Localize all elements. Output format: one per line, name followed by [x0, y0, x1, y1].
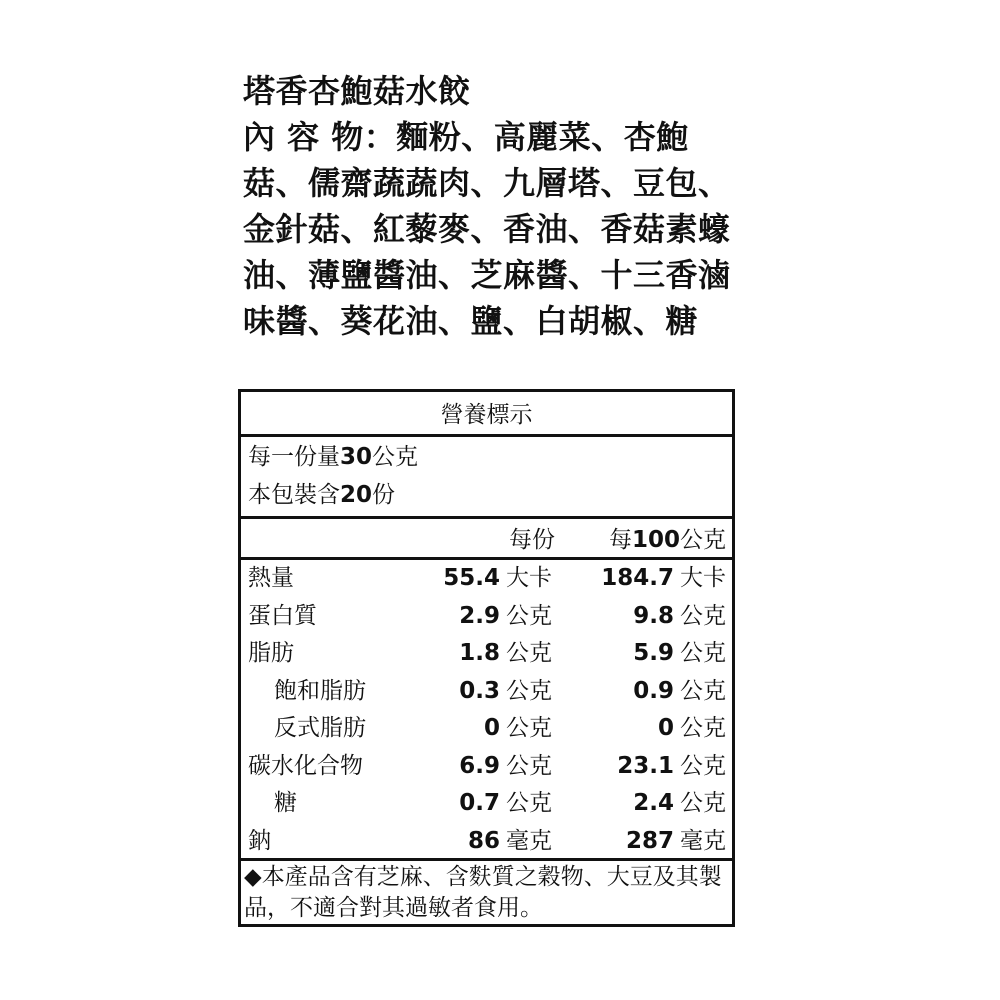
unit: 公克	[506, 752, 552, 779]
number: 0	[657, 715, 674, 741]
unit: 公克	[680, 752, 726, 779]
unit: 公克	[680, 677, 726, 704]
per-serving-value	[459, 635, 552, 672]
number: 1.8	[459, 640, 500, 666]
nutrient-label: 蛋白質	[248, 602, 317, 629]
number: 2.9	[459, 602, 500, 629]
ingredients-list	[243, 114, 738, 344]
nutrient-label: 鈉	[248, 827, 271, 854]
per-100g-value	[633, 598, 726, 635]
unit: 公克	[506, 790, 552, 816]
per-100g-value	[633, 673, 726, 710]
number: 184.7	[601, 565, 674, 591]
number: 86	[467, 827, 500, 854]
unit: 大卡	[680, 565, 726, 591]
number: 9.8	[633, 602, 674, 629]
nutrient-row-sodium	[241, 823, 732, 861]
ingredients-label: 內 容 物：	[243, 118, 397, 156]
nutrient-row-sugar	[241, 785, 732, 823]
nutrient-row-saturated-fat	[241, 673, 732, 711]
servings-unit: 份	[372, 482, 396, 508]
number: 0.3	[459, 677, 500, 704]
nutrient-label: 脂肪	[248, 640, 294, 666]
nutrition-title: 營養標示	[241, 392, 732, 437]
unit: 公克	[680, 790, 726, 816]
per-100-prefix: 每	[608, 527, 632, 553]
per-100g-value	[658, 710, 726, 747]
product-info	[243, 68, 738, 344]
number: 23.1	[617, 752, 674, 779]
per-100g-value	[633, 785, 726, 822]
per-serving-value	[459, 673, 552, 710]
number: 287	[625, 827, 674, 854]
serving-size-value: 30	[340, 444, 373, 470]
unit: 毫克	[506, 827, 552, 854]
per-100-value: 100	[631, 527, 680, 553]
servings-label: 本包裝含	[248, 482, 340, 508]
servings-per-package	[248, 477, 395, 513]
number: 5.9	[633, 640, 674, 666]
nutrient-label: 熱量	[248, 565, 294, 591]
column-header-row	[241, 519, 732, 560]
unit: 公克	[680, 640, 726, 666]
number: 0	[483, 715, 500, 741]
nutrient-row-fat	[241, 635, 732, 673]
per-serving-value	[468, 823, 552, 860]
per-serving-value	[459, 785, 552, 822]
per-100g-value	[617, 748, 726, 785]
nutrient-label: 碳水化合物	[248, 752, 363, 779]
per-serving-value	[459, 598, 552, 635]
per-100g-value	[626, 823, 726, 860]
unit: 公克	[506, 602, 552, 629]
nutrient-row-protein	[241, 598, 732, 636]
unit: 大卡	[506, 565, 552, 591]
serving-info	[241, 437, 732, 519]
per-serving-value	[443, 560, 552, 597]
number: 0.9	[633, 677, 674, 704]
nutrient-label: 糖	[274, 790, 297, 816]
nutrient-row-energy	[241, 560, 732, 598]
number: 55.4	[443, 565, 500, 591]
unit: 公克	[506, 715, 552, 741]
column-header-per-serving: 每份	[509, 527, 555, 553]
ingredients-value: 麵粉、高麗菜、杏鮑菇、儒齋蔬蔬肉、九層塔、豆包、金針菇、紅藜麥、香油、香菇素蠔油、薄鹽醬油、芝麻醬、十三香滷味醬、葵花油、鹽、白胡椒、糖	[243, 118, 731, 340]
unit: 公克	[680, 715, 726, 741]
unit: 公克	[506, 640, 552, 666]
per-serving-value	[459, 748, 552, 785]
column-header-per-100g	[609, 519, 726, 561]
unit: 毫克	[680, 827, 726, 854]
unit: 公克	[506, 677, 552, 704]
nutrient-row-trans-fat	[241, 710, 732, 748]
nutrient-label: 反式脂肪	[274, 715, 366, 741]
number: 2.4	[633, 790, 674, 816]
per-100g-value	[633, 635, 726, 672]
per-serving-value	[484, 710, 552, 747]
serving-size-label: 每一份量	[248, 444, 340, 470]
nutrient-row-carbohydrate	[241, 748, 732, 786]
nutrition-facts-table	[238, 389, 735, 927]
nutrient-label: 飽和脂肪	[274, 677, 366, 704]
number: 6.9	[459, 752, 500, 779]
serving-size-unit: 公克	[372, 444, 419, 470]
nutrient-rows	[241, 560, 732, 861]
per-100g-value	[601, 560, 726, 597]
unit: 公克	[680, 602, 726, 629]
servings-value: 20	[340, 482, 373, 508]
number: 0.7	[459, 790, 500, 816]
allergen-note: ◆本產品含有芝麻、含麩質之穀物、大豆及其製品，不適合對其過敏者食用。	[244, 864, 722, 921]
product-title: 塔香杏鮑菇水餃	[243, 72, 471, 110]
serving-size	[248, 439, 418, 475]
per-100-unit: 公克	[680, 527, 726, 553]
